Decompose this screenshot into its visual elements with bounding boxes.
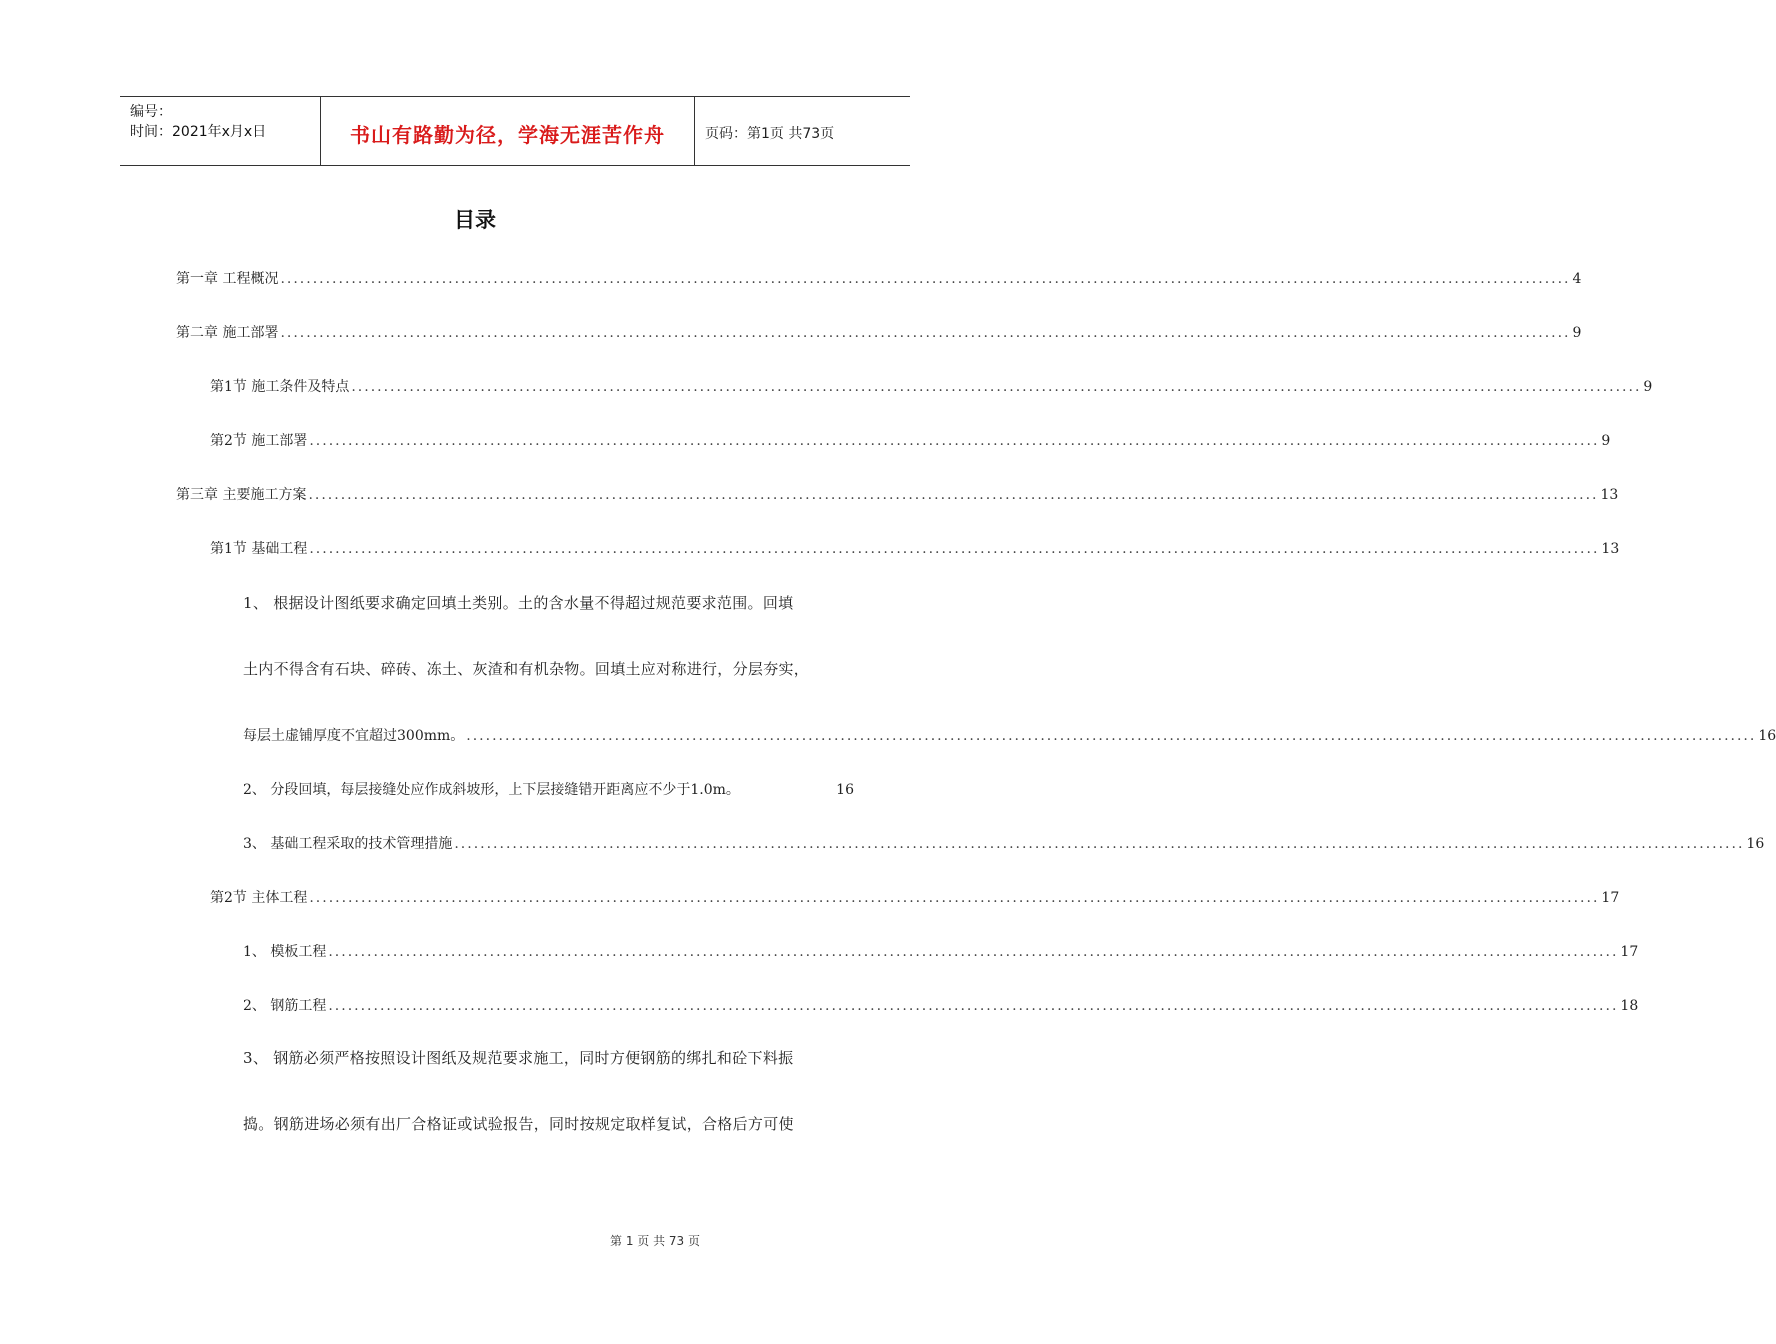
toc-entry-page: 16 — [1758, 728, 1776, 744]
toc-entry-text-line: 土内不得含有石块、碎砖、冻土、灰渣和有机杂物。回填土应对称进行，分层夯实， — [243, 660, 810, 678]
toc-leader-dots: ........................................................................................................................................................................................................ — [466, 728, 1757, 744]
toc-leader-dots: ........................................................................................................................................................................................................ — [328, 944, 1619, 960]
motto-text: 书山有路勤为径，学海无涯苦作舟 — [350, 123, 665, 147]
time-label: 时间：2021年x月x日 — [130, 124, 267, 140]
toc-leader-dots: ........................................................................................................................................................................................................ — [454, 836, 1745, 852]
toc-entry[interactable] — [243, 779, 854, 799]
toc-leader-dots: ........................................................................................................................................................................................................ — [280, 271, 1571, 287]
toc-entry[interactable] — [176, 484, 1619, 504]
toc-entry-page: 13 — [1601, 541, 1620, 557]
header-motto-cell — [321, 97, 695, 165]
toc-entry-label: 第1节 施工条件及特点 — [210, 379, 350, 395]
header-page-cell — [695, 97, 910, 165]
toc-entry-label: 每层土虚铺厚度不宜超过300mm。 — [243, 728, 465, 744]
toc-entry-page: 18 — [1620, 998, 1639, 1014]
document-header — [120, 96, 910, 166]
toc-leader-dots: ........................................................................................................................................................................................................ — [309, 890, 1600, 906]
toc-entry[interactable] — [210, 430, 1611, 450]
toc-entry-text-line: 1、 根据设计图纸要求确定回填土类别。土的含水量不得超过规范要求范围。回填 — [243, 594, 794, 612]
toc-entry-label: 第2节 施工部署 — [210, 433, 308, 449]
toc-entry-page: 16 — [1746, 836, 1765, 852]
toc-leader-dots: ........................................................................................................................................................................................................ — [308, 487, 1599, 503]
toc-entry-text-line: 3、 钢筋必须严格按照设计图纸及规范要求施工，同时方便钢筋的绑扎和砼下料振 — [243, 1049, 794, 1067]
toc-entry-label: 第二章 施工部署 — [176, 325, 279, 341]
toc-entry-page: 13 — [1600, 487, 1619, 503]
toc-entry-page: 16 — [836, 782, 854, 798]
toc-entry[interactable] — [210, 376, 1653, 396]
toc-leader-dots: ........................................................................................................................................................................................................ — [328, 998, 1619, 1014]
toc-leader-dots: ........................................................................................................................................................................................................ — [280, 325, 1571, 341]
toc-entry[interactable] — [243, 941, 1639, 961]
toc-entry-text-line: 捣。钢筋进场必须有出厂合格证或试验报告，同时按规定取样复试，合格后方可使 — [243, 1115, 794, 1133]
toc-entry-label: 第1节 基础工程 — [210, 541, 308, 557]
page-title: 目录 — [454, 208, 496, 232]
toc-entry-label: 第2节 主体工程 — [210, 890, 308, 906]
toc-entry[interactable] — [243, 725, 1776, 745]
toc-entry[interactable] — [243, 833, 1765, 853]
toc-entry-label: 1、 模板工程 — [243, 944, 327, 960]
number-label: 编号： — [130, 104, 172, 120]
toc-entry[interactable] — [243, 995, 1639, 1015]
toc-leader-dots: ........................................................................................................................................................................................................ — [309, 433, 1600, 449]
toc-entry[interactable] — [210, 538, 1620, 558]
toc-entry-label: 2、 钢筋工程 — [243, 998, 327, 1014]
toc-entry-page: 9 — [1601, 433, 1611, 449]
toc-entry[interactable] — [176, 322, 1582, 342]
toc-entry-page: 9 — [1572, 325, 1582, 341]
toc-entry-page: 17 — [1620, 944, 1639, 960]
toc-entry-label: 第一章 工程概况 — [176, 271, 279, 287]
toc-entry-page: 4 — [1572, 271, 1582, 287]
toc-entry-page: 9 — [1643, 379, 1653, 395]
toc-entry-label: 第三章 主要施工方案 — [176, 487, 307, 503]
toc-entry[interactable] — [210, 887, 1620, 907]
header-meta-cell — [120, 97, 321, 165]
toc-entry[interactable] — [176, 268, 1582, 288]
page-footer: 第 1 页 共 73 页 — [610, 1234, 700, 1248]
toc-entry-label: 2、 分段回填，每层接缝处应作成斜坡形，上下层接缝错开距离应不少于1.0m。 — [243, 782, 740, 798]
toc-leader-dots: ........................................................................................................................................................................................................ — [309, 541, 1600, 557]
toc-leader-dots: ........................................................................................................................................................................................................ — [351, 379, 1642, 395]
header-page-info: 页码：第1页 共73页 — [705, 126, 835, 142]
toc-entry-label: 3、 基础工程采取的技术管理措施 — [243, 836, 453, 852]
toc-entry-page: 17 — [1601, 890, 1620, 906]
